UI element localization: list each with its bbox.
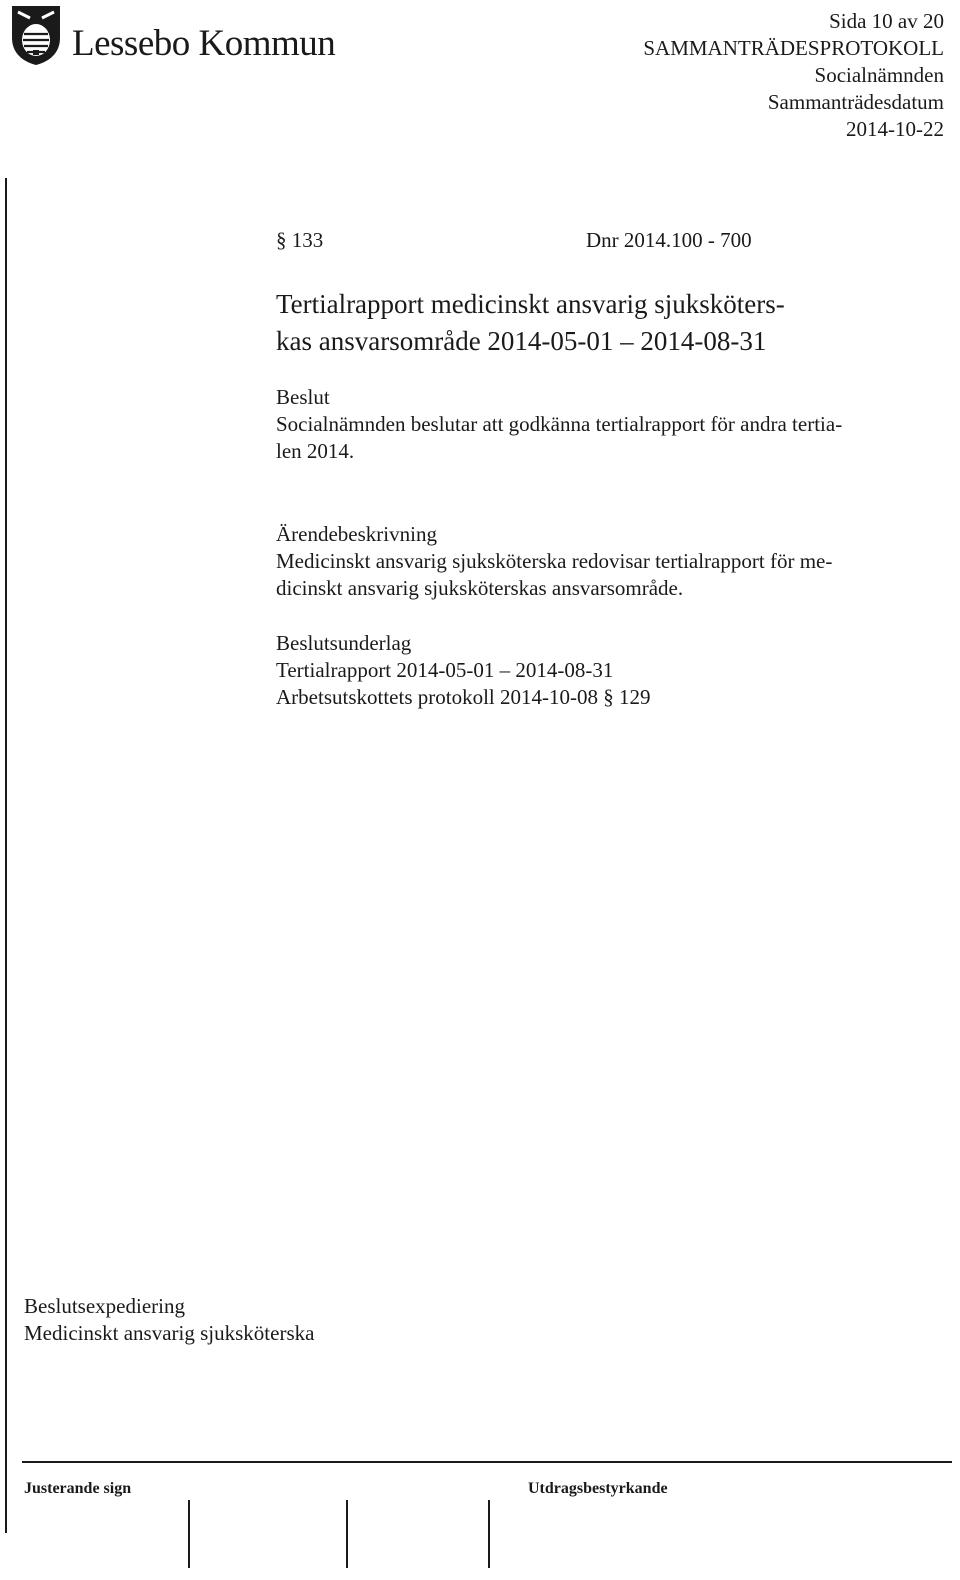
- decision-basis-item: Arbetsutskottets protokoll 2014-10-08 § 129: [276, 685, 651, 709]
- decision-basis-heading: Beslutsunderlag: [276, 631, 412, 655]
- beehive-crest-icon: [8, 4, 64, 66]
- decision-block: [276, 384, 842, 465]
- title-line: kas ansvarsområde 2014-05-01 – 2014-08-31: [276, 326, 767, 356]
- case-description-line: dicinskt ansvarig sjuksköterskas ansvarsområde.: [276, 576, 684, 600]
- diary-number: Dnr 2014.100 - 700: [586, 228, 752, 252]
- footer-rule: [22, 1461, 952, 1463]
- signature-box-divider: [346, 1500, 348, 1568]
- case-description-heading: Ärendebeskrivning: [276, 522, 437, 546]
- decision-basis-item: Tertialrapport 2014-05-01 – 2014-08-31: [276, 658, 614, 682]
- utdragsbestyrkande-label: Utdragsbestyrkande: [528, 1480, 668, 1497]
- meeting-date: 2014-10-22: [846, 117, 944, 141]
- distribution-heading: Beslutsexpediering: [24, 1294, 185, 1318]
- section-header: [276, 228, 796, 258]
- title-line: Tertialrapport medicinskt ansvarig sjuksköters-: [276, 289, 785, 319]
- case-description-block: [276, 521, 832, 602]
- justerande-sign-label: Justerande sign: [24, 1480, 132, 1497]
- section-title: [276, 286, 785, 360]
- signature-box-divider: [488, 1500, 490, 1568]
- logo-text: Lessebo Kommun: [72, 23, 336, 64]
- document-type: SAMMANTRÄDESPROTOKOLL: [643, 36, 944, 60]
- board-name: Socialnämnden: [814, 63, 944, 87]
- municipality-logo: [8, 4, 360, 64]
- distribution-block: [24, 1293, 314, 1347]
- case-description-line: Medicinskt ansvarig sjuksköterska redovisar tertialrapport för me-: [276, 549, 833, 573]
- left-margin-rule: [5, 178, 7, 1533]
- decision-line: len 2014.: [276, 439, 355, 463]
- section-number: § 133: [276, 228, 324, 252]
- document-meta: [643, 8, 944, 143]
- date-label: Sammanträdesdatum: [767, 90, 944, 114]
- decision-heading: Beslut: [276, 385, 330, 409]
- decision-basis-block: [276, 630, 650, 711]
- page-number: Sida 10 av 20: [829, 9, 944, 33]
- signature-box-divider: [188, 1500, 190, 1568]
- decision-line: Socialnämnden beslutar att godkänna tertialrapport för andra tertia-: [276, 412, 843, 436]
- distribution-recipient: Medicinskt ansvarig sjuksköterska: [24, 1321, 315, 1345]
